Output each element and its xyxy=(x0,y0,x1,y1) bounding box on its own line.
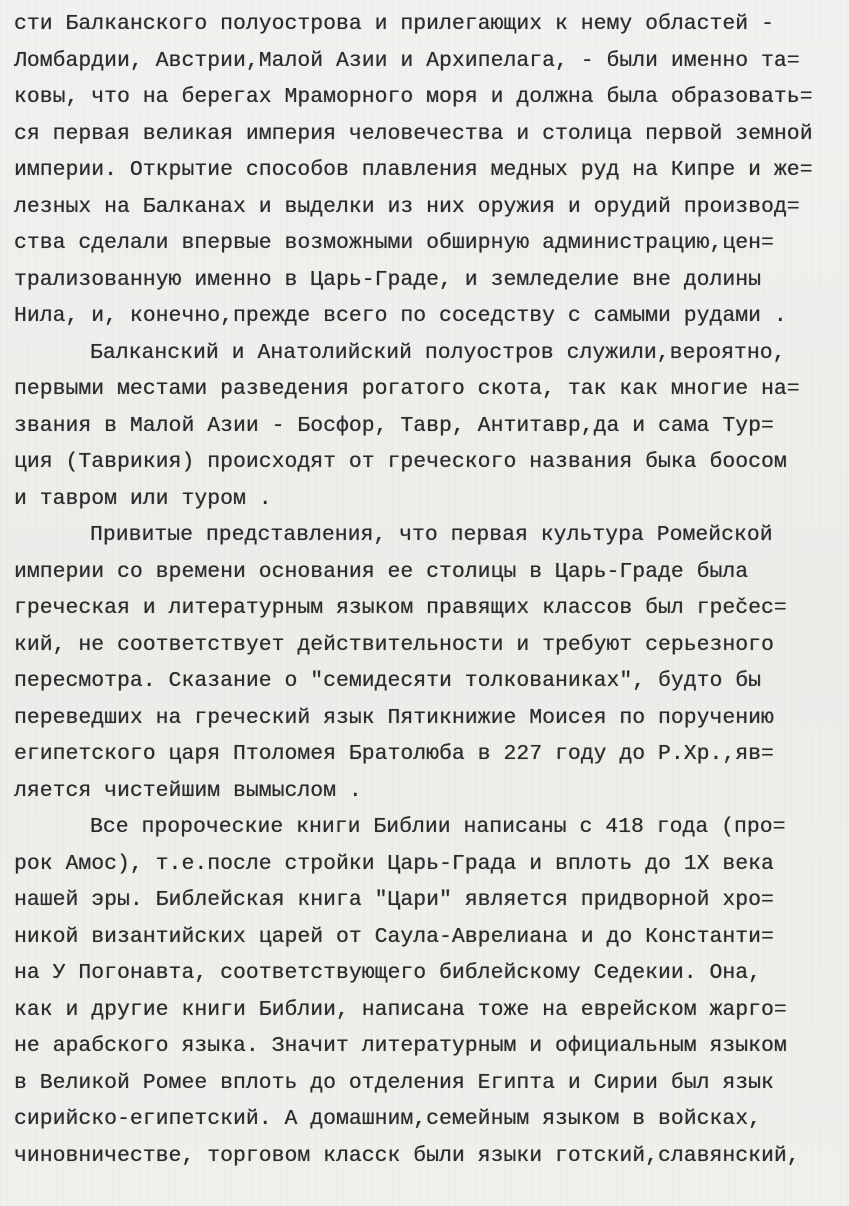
text-line: чиновничестве, торговом класск были языки готский,славянский, xyxy=(14,1143,800,1168)
text-line: египетского царя Птоломея Братолюба в 227 году до Р.Хр.,яв= xyxy=(14,742,774,766)
text-line: кий, не соответствует действительности и требуют серьезного xyxy=(14,632,774,657)
text-line: империи. Открытие способов плавления медных руд на Кипре и же= xyxy=(14,158,813,182)
text-line: ковы, что на берегах Мраморного моря и должна была образовать= xyxy=(14,85,813,109)
text-line: пересмотра. Сказание о "семидесяти толкованиках", будто бы xyxy=(14,669,762,693)
text-line: ства сделали впервые возможными обширную администрацию,цен= xyxy=(14,231,774,255)
text-line: сирийско-египетский. А домашним,семейным языком в войсках, xyxy=(14,1107,762,1131)
text-line: никой византийских царей от Саула-Аврелиана и до Константи= xyxy=(14,924,774,949)
text-line: лезных на Балканах и выделки из них оружия и орудий производ= xyxy=(14,194,800,219)
paragraph xyxy=(14,517,846,809)
text-line: переведших на греческий язык Пятикнижие Моисея по поручению xyxy=(14,705,774,730)
text-line: трализованную именно в Царь-Граде, и земледелие вне долины xyxy=(14,267,762,292)
text-line: в Великой Ромее вплоть до отделения Египта и Сирии был язык xyxy=(14,1070,774,1095)
text-line: и тавром или туром . xyxy=(14,486,272,511)
text-line: ся первая великая империя человечества и столица первой земной xyxy=(14,121,813,146)
text-line: сти Балканского полуострова и прилегающих к нему областей - xyxy=(14,12,774,36)
document-body xyxy=(14,6,846,1174)
text-line: Нила, и, конечно,прежде всего по соседству с самыми рудами . xyxy=(14,304,787,328)
text-line: ляется чистейшим вымыслом . xyxy=(14,778,362,803)
text-line: не арабского языка. Значит литературным и официальным языком xyxy=(14,1034,787,1058)
text-line: на У Погонавта, соответствующего библейскому Седекии. Она, xyxy=(14,961,762,985)
text-line: нашей эры. Библейская книга "Цари" является придворной хро= xyxy=(14,888,774,912)
text-line: рок Амос), т.е.после стройки Царь-Града и вплоть до 1Х века xyxy=(14,851,774,876)
text-line: Балканский и Анатолийский полуостров служили,вероятно, xyxy=(90,340,786,365)
text-line: ция (Таврикия) происходят от греческого названия быка боосом xyxy=(14,450,787,474)
text-line: первыми местами разведения рогатого скота, так как многие на= xyxy=(14,377,800,401)
paragraph xyxy=(14,809,846,1174)
paragraph xyxy=(14,335,846,518)
paragraph xyxy=(14,6,846,335)
text-line: греческая и литературным языком правящих классов был грečес= xyxy=(14,596,787,620)
text-line: Ломбардии, Австрии,Малой Азии и Архипелага, - были именно та= xyxy=(14,48,800,73)
text-line: Привитые представления, что первая культура Ромейской xyxy=(90,523,773,547)
text-line: Все пророческие книги Библии написаны с 418 года (про= xyxy=(90,815,786,839)
text-line: империи со времени основания ее столицы в Царь-Граде была xyxy=(14,559,749,584)
text-line: как и другие книги Библии, написана тоже на еврейском жарго= xyxy=(14,997,787,1022)
text-line: звания в Малой Азии - Босфор, Тавр, Антитавр,да и сама Тур= xyxy=(14,413,774,438)
